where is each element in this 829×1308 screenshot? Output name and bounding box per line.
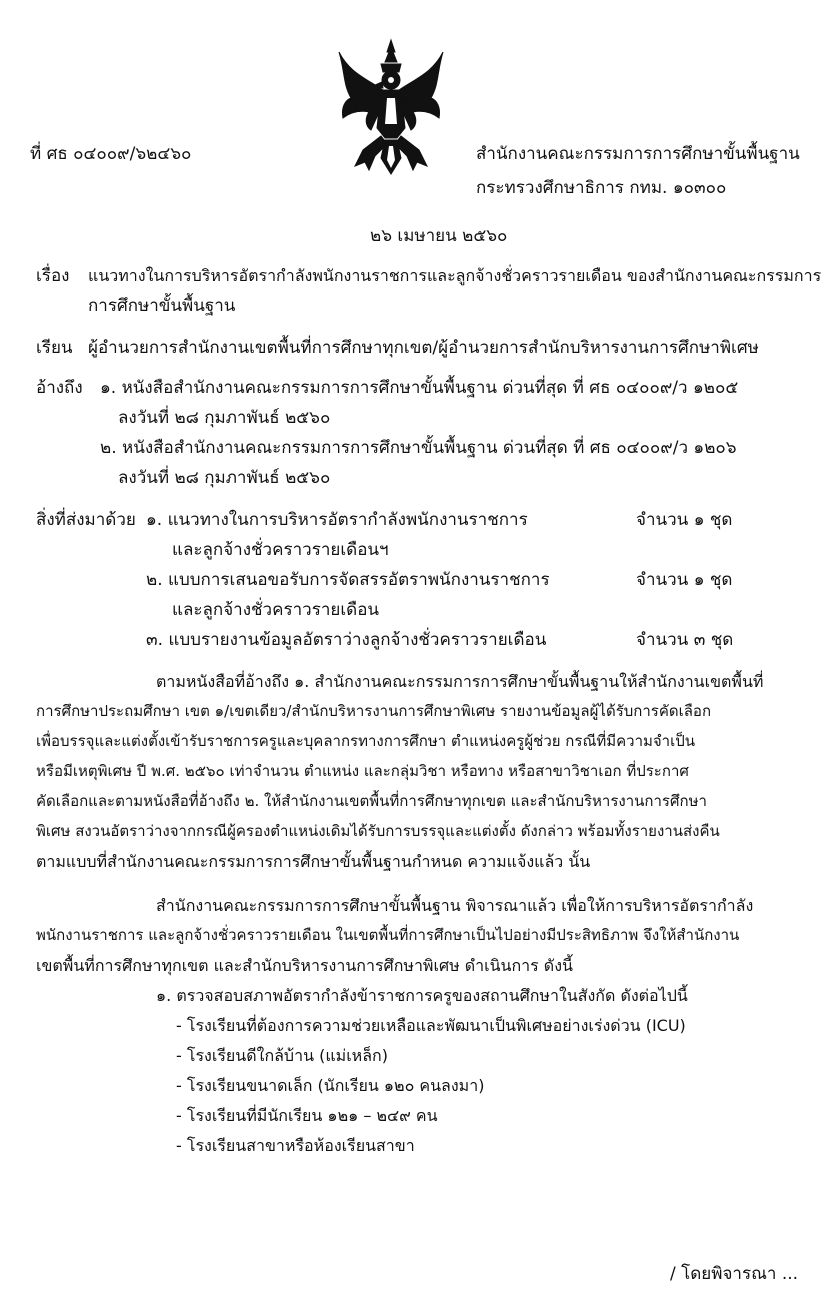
paragraph-1-line-2: การศึกษาประถมศึกษา เขต ๑/เขตเดียว/สำนักบริหารงานการศึกษาพิเศษ รายงานข้อมูลผู้ได้รับการคัดเลือก [36,702,712,720]
page-continuation: / โดยพิจารณา ... [670,1264,799,1284]
enclosures-label: สิ่งที่ส่งมาด้วย [36,510,136,530]
enclosure-2-qty: จำนวน ๑ ชุด [636,570,733,590]
enclosure-3-qty: จำนวน ๓ ชุด [636,630,734,650]
subject-line-2: การศึกษาขั้นพื้นฐาน [88,296,236,316]
reference-1-line-1: ๑. หนังสือสำนักงานคณะกรรมการการศึกษาขั้นพื้นฐาน ด่วนที่สุด ที่ ศธ ๐๔๐๐๙/ว ๑๒๐๕ [100,378,739,398]
paragraph-2-line-1: สำนักงานคณะกรรมการการศึกษาขั้นพื้นฐาน พิจารณาแล้ว เพื่อให้การบริหารอัตรากำลัง [156,896,754,915]
document-number: ที่ ศธ ๐๔๐๐๙/๖๒๔๖๐ [30,144,192,164]
enclosure-1-qty: จำนวน ๑ ชุด [636,510,733,530]
paragraph-1-line-5: คัดเลือกและตามหนังสือที่อ้างถึง ๒. ให้สำนักงานเขตพื้นที่การศึกษาทุกเขต และสำนักบริหารงานการศึกษา [36,792,707,810]
item-1-heading: ๑. ตรวจสอบสภาพอัตรากำลังข้าราชการครูของสถานศึกษาในสังกัด ดังต่อไปนี้ [156,986,688,1005]
reference-2-line-2: ลงวันที่ ๒๘ กุมภาพันธ์ ๒๕๖๐ [118,468,331,488]
enclosure-1-line-1: ๑. แนวทางในการบริหารอัตรากำลังพนักงานราชการ [146,510,528,530]
agency-address: กระทรวงศึกษาธิการ กทม. ๑๐๓๐๐ [476,178,727,198]
subject-line-1: แนวทางในการบริหารอัตรากำลังพนักงานราชการและลูกจ้างชั่วคราวรายเดือน ของสำนักงานคณะกรรมการ [88,266,822,285]
issuing-agency: สำนักงานคณะกรรมการการศึกษาขั้นพื้นฐาน [476,144,800,164]
enclosure-3-line-1: ๓. แบบรายงานข้อมูลอัตราว่างลูกจ้างชั่วคราวรายเดือน [146,630,547,650]
garuda-emblem [335,38,447,178]
bullet-1: - โรงเรียนที่ต้องการความช่วยเหลือและพัฒนาเป็นพิเศษอย่างเร่งด่วน (ICU) [176,1016,686,1035]
references-label: อ้างถึง [36,378,83,398]
bullet-2: - โรงเรียนดีใกล้บ้าน (แม่เหล็ก) [176,1046,388,1065]
bullet-4: - โรงเรียนที่มีนักเรียน ๑๒๑ – ๒๔๙ คน [176,1106,438,1125]
paragraph-1-line-3: เพื่อบรรจุและแต่งตั้งเข้ารับราชการครูและบุคลากรทางการศึกษา ตำแหน่งครูผู้ช่วย กรณีที่มีความจำเป็น [36,732,696,750]
subject-label: เรื่อง [36,266,70,286]
addressee-text: ผู้อำนวยการสำนักงานเขตพื้นที่การศึกษาทุกเขต/ผู้อำนวยการสำนักบริหารงานการศึกษาพิเศษ [88,338,759,358]
enclosure-2-line-1: ๒. แบบการเสนอขอรับการจัดสรรอัตราพนักงานราชการ [146,570,550,590]
document-date: ๒๖ เมษายน ๒๕๖๐ [370,226,508,246]
enclosure-2-line-2: และลูกจ้างชั่วคราวรายเดือน [172,600,380,620]
enclosure-1-line-2: และลูกจ้างชั่วคราวรายเดือนฯ [172,540,389,560]
paragraph-1-line-7: ตามแบบที่สำนักงานคณะกรรมการการศึกษาขั้นพื้นฐานกำหนด ความแจ้งแล้ว นั้น [36,852,591,871]
paragraph-1-line-6: พิเศษ สงวนอัตราว่างจากกรณีผู้ครองตำแหน่งเดิมได้รับการบรรจุและแต่งตั้ง ดังกล่าว พร้อมทั้งรายงานส่งคืน [36,822,720,840]
reference-1-line-2: ลงวันที่ ๒๘ กุมภาพันธ์ ๒๕๖๐ [118,408,331,428]
reference-2-line-1: ๒. หนังสือสำนักงานคณะกรรมการการศึกษาขั้นพื้นฐาน ด่วนที่สุด ที่ ศธ ๐๔๐๐๙/ว ๑๒๐๖ [100,438,737,458]
paragraph-1-line-4: หรือมีเหตุพิเศษ ปี พ.ศ. ๒๕๖๐ เท่าจำนวน ตำแหน่ง และกลุ่มวิชา หรือทาง หรือสาขาวิชาเอก ที่ประกาศ [36,762,689,780]
paragraph-2-line-2: พนักงานราชการ และลูกจ้างชั่วคราวรายเดือน ในเขตพื้นที่การศึกษาเป็นไปอย่างมีประสิทธิภาพ จึงให้สำนักงาน [36,926,740,944]
bullet-5: - โรงเรียนสาขาหรือห้องเรียนสาขา [176,1136,415,1155]
paragraph-2-line-3: เขตพื้นที่การศึกษาทุกเขต และสำนักบริหารงานการศึกษาพิเศษ ดำเนินการ ดังนี้ [36,956,573,975]
bullet-3: - โรงเรียนขนาดเล็ก (นักเรียน ๑๒๐ คนลงมา) [176,1076,485,1095]
addressee-label: เรียน [36,338,73,358]
paragraph-1-line-1: ตามหนังสือที่อ้างถึง ๑. สำนักงานคณะกรรมการการศึกษาขั้นพื้นฐานให้สำนักงานเขตพื้นที่ [156,672,764,691]
